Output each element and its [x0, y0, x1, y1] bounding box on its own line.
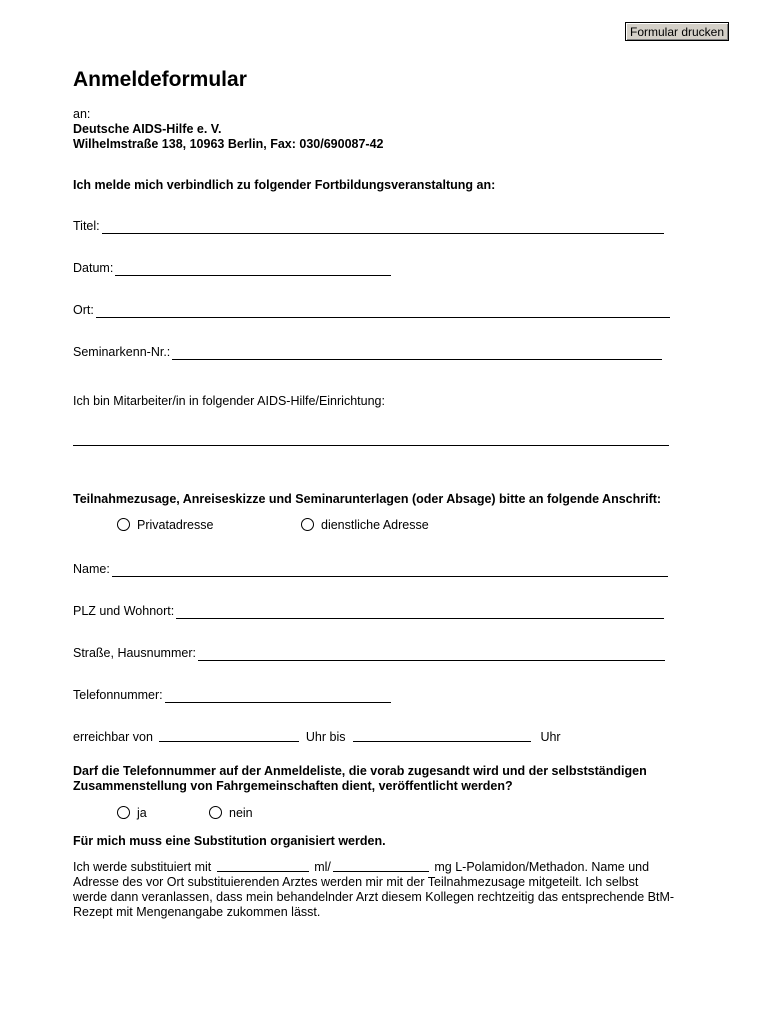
employee-input-line[interactable]: [73, 445, 669, 446]
plz-field[interactable]: [73, 603, 664, 619]
reachable-row: [73, 729, 561, 745]
plz-label: PLZ und Wohnort:: [73, 604, 175, 618]
datum-label: Datum:: [73, 261, 114, 275]
substitution-text-part1: Ich werde substituiert mit: [73, 860, 212, 874]
publish-question-line2: Zusammenstellung von Fahrgemeinschaften dient, veröffentlicht werden?: [73, 779, 513, 793]
seminarkenn-input-line[interactable]: [172, 347, 662, 360]
datum-field[interactable]: [73, 260, 391, 276]
substitution-heading: Für mich muss eine Substitution organisiert werden.: [73, 834, 386, 848]
titel-label: Titel:: [73, 219, 100, 233]
strasse-label: Straße, Hausnummer:: [73, 646, 196, 660]
reachable-from-input[interactable]: [159, 730, 299, 742]
publish-yes-label: ja: [137, 806, 147, 820]
publish-no-radio[interactable]: [209, 806, 222, 819]
business-address-radio[interactable]: [301, 518, 314, 531]
employee-label: Ich bin Mitarbeiter/in in folgender AIDS-Hilfe/Einrichtung:: [73, 394, 385, 408]
name-field[interactable]: [73, 561, 668, 577]
business-address-option[interactable]: [301, 518, 429, 532]
titel-input-line[interactable]: [102, 221, 664, 234]
substitution-line2: Adresse des vor Ort substituierenden Arztes werden mir mit der Teilnahmezusage mitgeteilt. Ich selbst: [73, 875, 639, 889]
strasse-input-line[interactable]: [198, 648, 665, 661]
substitution-text-part2: ml/: [314, 860, 331, 874]
publish-no-option[interactable]: [209, 806, 253, 820]
seminarkenn-label: Seminarkenn-Nr.:: [73, 345, 171, 359]
intro-text: Ich melde mich verbindlich zu folgender Fortbildungsveranstaltung an:: [73, 178, 496, 192]
substitution-ml-input[interactable]: [217, 860, 309, 872]
substitution-paragraph: [73, 860, 703, 920]
reachable-until-input[interactable]: [353, 730, 531, 742]
business-address-label: dienstliche Adresse: [321, 518, 429, 532]
titel-field[interactable]: [73, 218, 664, 234]
plz-input-line[interactable]: [176, 606, 664, 619]
reachable-uhr-label: Uhr: [540, 730, 561, 744]
substitution-text-part3: mg L-Polamidon/Methadon. Name und: [434, 860, 650, 874]
seminarkenn-field[interactable]: [73, 344, 662, 360]
private-address-option[interactable]: [117, 518, 213, 532]
telefon-label: Telefonnummer:: [73, 688, 163, 702]
reachable-until-label: Uhr bis: [305, 730, 346, 744]
publish-no-label: nein: [229, 806, 253, 820]
recipient-org: Deutsche AIDS-Hilfe e. V.: [73, 122, 222, 136]
page-title: Anmeldeformular: [73, 68, 247, 91]
address-request-text: Teilnahmezusage, Anreiseskizze und Seminarunterlagen (oder Absage) bitte an folgende Anschrift:: [73, 492, 662, 506]
ort-input-line[interactable]: [96, 305, 670, 318]
substitution-line3: werde dann veranlassen, dass mein behandelnder Arzt diesem Kollegen rechtzeitig das entsprechende BtM-: [73, 890, 675, 904]
substitution-line4: Rezept mit Mengenangabe zukommen lässt.: [73, 905, 321, 919]
telefon-field[interactable]: [73, 687, 391, 703]
private-address-radio[interactable]: [117, 518, 130, 531]
print-form-button[interactable]: Formular drucken: [625, 22, 729, 41]
publish-yes-radio[interactable]: [117, 806, 130, 819]
datum-input-line[interactable]: [115, 263, 391, 276]
publish-yes-option[interactable]: [117, 806, 147, 820]
name-label: Name:: [73, 562, 110, 576]
substitution-mg-input[interactable]: [333, 860, 429, 872]
recipient-address: Wilhelmstraße 138, 10963 Berlin, Fax: 030/690087-42: [73, 137, 384, 151]
name-input-line[interactable]: [112, 564, 668, 577]
reachable-from-label: erreichbar von: [73, 730, 153, 744]
strasse-field[interactable]: [73, 645, 665, 661]
ort-label: Ort:: [73, 303, 94, 317]
private-address-label: Privatadresse: [137, 518, 214, 532]
ort-field[interactable]: [73, 302, 670, 318]
recipient-to: an:: [73, 107, 91, 121]
telefon-input-line[interactable]: [165, 690, 391, 703]
publish-question-line1: Darf die Telefonnummer auf der Anmeldeliste, die vorab zugesandt wird und der selbstständigen: [73, 764, 647, 778]
